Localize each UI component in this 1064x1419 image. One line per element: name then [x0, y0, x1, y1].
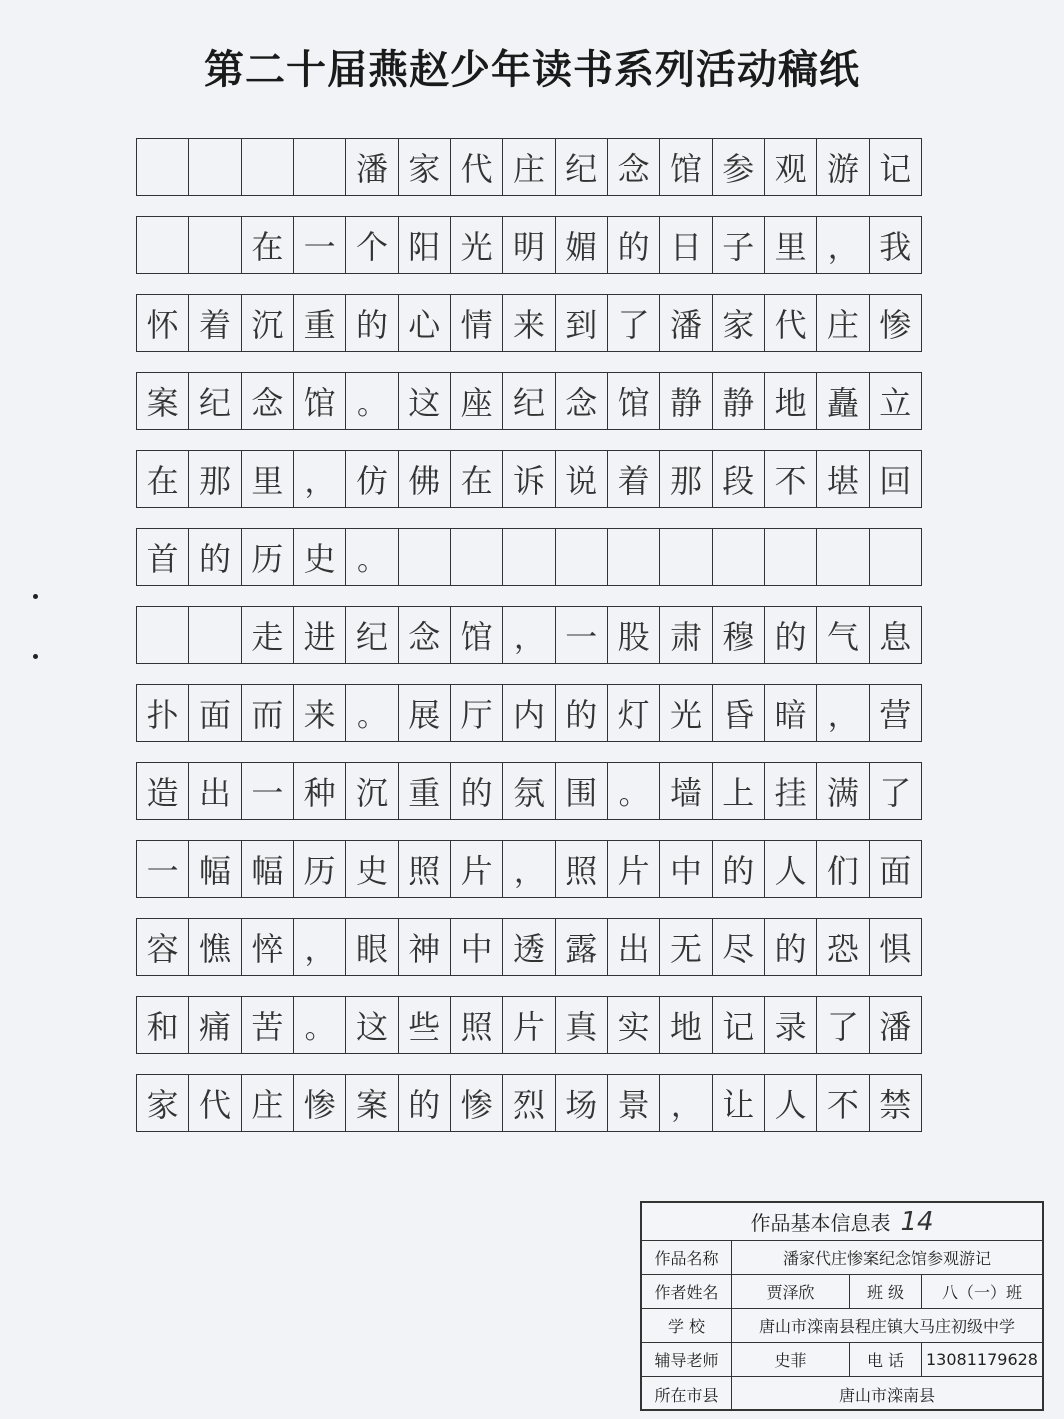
grid-cell: 无 — [660, 919, 712, 975]
info-label: 电 话 — [850, 1343, 922, 1376]
grid-cell: 些 — [399, 997, 451, 1053]
grid-cell: 的 — [608, 217, 660, 273]
grid-cell: 首 — [137, 529, 189, 585]
grid-cell: ， — [503, 841, 555, 897]
grid-cell: 一 — [137, 841, 189, 897]
grid-cell: 馆 — [608, 373, 660, 429]
grid-cell: 观 — [765, 139, 817, 195]
grid-cell: 纪 — [189, 373, 241, 429]
grid-cell: 扑 — [137, 685, 189, 741]
grid-cell — [137, 607, 189, 663]
grid-cell: 里 — [765, 217, 817, 273]
grid-cell: 史 — [294, 529, 346, 585]
grid-cell: 片 — [608, 841, 660, 897]
manuscript-row — [136, 1074, 922, 1132]
grid-cell: 透 — [503, 919, 555, 975]
grid-cell: 潘 — [346, 139, 398, 195]
margin-mark — [33, 594, 38, 599]
manuscript-row — [136, 606, 922, 664]
grid-cell: 。 — [608, 763, 660, 819]
grid-cell: 惨 — [451, 1075, 503, 1131]
grid-cell: 了 — [879, 774, 912, 812]
manuscript-row — [136, 528, 922, 586]
grid-cell: 座 — [451, 373, 503, 429]
grid-cell: 地 — [660, 997, 712, 1053]
grid-cell: ， — [294, 919, 346, 975]
grid-cell: 。 — [346, 529, 398, 585]
grid-cell: 这 — [399, 373, 451, 429]
grid-cell — [399, 529, 451, 585]
grid-cell: 的 — [556, 685, 608, 741]
grid-cell: 照 — [399, 841, 451, 897]
info-heading-text: 作品基本信息表 — [750, 1211, 891, 1235]
grid-cell: 内 — [503, 685, 555, 741]
grid-cell: 围 — [556, 763, 608, 819]
grid-cell: 了 — [817, 997, 869, 1053]
manuscript-row — [136, 450, 922, 508]
grid-cell: 地 — [765, 373, 817, 429]
grid-cell: 代 — [451, 139, 503, 195]
grid-cell: 的 — [765, 919, 817, 975]
grid-cell: ， — [503, 607, 555, 663]
grid-cell: 人 — [765, 841, 817, 897]
grid-cell: 进 — [294, 607, 346, 663]
grid-cell: 游 — [817, 139, 869, 195]
grid-cell: 的 — [451, 763, 503, 819]
grid-cell: 说 — [556, 451, 608, 507]
grid-cell: 们 — [817, 841, 869, 897]
grid-cell: 息 — [879, 618, 912, 656]
grid-cell: 的 — [189, 529, 241, 585]
grid-cell: 一 — [556, 607, 608, 663]
manuscript-grid — [136, 138, 922, 1150]
manuscript-row — [136, 294, 922, 352]
grid-cell: 种 — [294, 763, 346, 819]
grid-cell: 代 — [765, 295, 817, 351]
grid-cell: 我 — [879, 228, 912, 266]
grid-cell: 参 — [713, 139, 765, 195]
info-table — [640, 1201, 1044, 1411]
grid-cell: 满 — [817, 763, 869, 819]
grid-cell: 念 — [242, 373, 294, 429]
grid-cell — [189, 217, 241, 273]
grid-cell: 日 — [660, 217, 712, 273]
grid-cell: 灯 — [608, 685, 660, 741]
info-row-region — [642, 1377, 1042, 1411]
grid-cell: 在 — [137, 451, 189, 507]
manuscript-row — [136, 996, 922, 1054]
info-value: 13081179628 — [926, 1350, 1038, 1369]
grid-cell: 憔 — [189, 919, 241, 975]
grid-cell: 静 — [660, 373, 712, 429]
info-label: 学 校 — [642, 1309, 732, 1342]
grid-cell: 里 — [242, 451, 294, 507]
grid-cell: 沉 — [346, 763, 398, 819]
info-row-work-name — [642, 1241, 1042, 1275]
grid-cell: 和 — [137, 997, 189, 1053]
grid-cell: 潘 — [660, 295, 712, 351]
grid-cell — [713, 529, 765, 585]
grid-cell: 庄 — [817, 295, 869, 351]
grid-cell: 光 — [660, 685, 712, 741]
grid-cell: 恐 — [817, 919, 869, 975]
grid-cell: 来 — [294, 685, 346, 741]
manuscript-row — [136, 762, 922, 820]
grid-cell: 尽 — [713, 919, 765, 975]
grid-cell: 人 — [765, 1075, 817, 1131]
grid-cell: 记 — [713, 997, 765, 1053]
info-value: 潘家代庄惨案纪念馆参观游记 — [782, 1249, 991, 1268]
grid-cell: 照 — [451, 997, 503, 1053]
grid-cell — [765, 529, 817, 585]
info-label: 作品名称 — [642, 1241, 732, 1274]
grid-cell: 厅 — [451, 685, 503, 741]
info-label: 作者姓名 — [642, 1275, 732, 1308]
grid-cell: 气 — [817, 607, 869, 663]
grid-cell: 家 — [399, 139, 451, 195]
grid-cell: 家 — [137, 1075, 189, 1131]
manuscript-row — [136, 840, 922, 898]
grid-cell: 着 — [608, 451, 660, 507]
info-value: 史菲 — [732, 1343, 850, 1376]
grid-cell: 纪 — [503, 373, 555, 429]
grid-cell: ， — [660, 1075, 712, 1131]
grid-cell: 片 — [503, 997, 555, 1053]
manuscript-row — [136, 216, 922, 274]
grid-cell: 馆 — [451, 607, 503, 663]
grid-cell: 中 — [660, 841, 712, 897]
grid-cell: 段 — [713, 451, 765, 507]
grid-cell: 庄 — [503, 139, 555, 195]
grid-cell: 光 — [451, 217, 503, 273]
grid-cell: 中 — [451, 919, 503, 975]
grid-cell: 照 — [556, 841, 608, 897]
grid-cell: 仿 — [346, 451, 398, 507]
grid-cell: 场 — [556, 1075, 608, 1131]
info-table-heading — [642, 1203, 1042, 1241]
grid-cell: 惨 — [879, 306, 912, 344]
grid-cell: 股 — [608, 607, 660, 663]
grid-cell: 面 — [189, 685, 241, 741]
grid-cell: 走 — [242, 607, 294, 663]
grid-cell: 的 — [399, 1075, 451, 1131]
grid-cell: 。 — [346, 373, 398, 429]
grid-cell: 面 — [879, 852, 912, 890]
info-label: 班 级 — [850, 1275, 922, 1308]
grid-cell — [556, 529, 608, 585]
grid-cell: 馆 — [294, 373, 346, 429]
grid-cell: 念 — [556, 373, 608, 429]
grid-cell: 让 — [713, 1075, 765, 1131]
info-label: 辅导老师 — [642, 1343, 732, 1376]
grid-cell: 子 — [713, 217, 765, 273]
grid-cell: 惨 — [294, 1075, 346, 1131]
grid-cell — [189, 607, 241, 663]
grid-cell — [817, 529, 869, 585]
grid-cell: 明 — [503, 217, 555, 273]
grid-cell: 真 — [556, 997, 608, 1053]
grid-cell: 沉 — [242, 295, 294, 351]
info-label: 所在市县 — [642, 1377, 732, 1411]
grid-cell: 禁 — [879, 1086, 912, 1124]
grid-cell: 眼 — [346, 919, 398, 975]
grid-cell: 一 — [294, 217, 346, 273]
grid-cell: 。 — [346, 685, 398, 741]
grid-cell: 来 — [503, 295, 555, 351]
manuscript-row — [136, 138, 922, 196]
grid-cell: 一 — [242, 763, 294, 819]
grid-cell: 而 — [242, 685, 294, 741]
grid-cell: 暗 — [765, 685, 817, 741]
grid-cell: 馆 — [660, 139, 712, 195]
grid-cell — [608, 529, 660, 585]
grid-cell: 神 — [399, 919, 451, 975]
grid-cell: 情 — [451, 295, 503, 351]
grid-cell: 历 — [242, 529, 294, 585]
info-row-school — [642, 1309, 1042, 1343]
grid-cell: 在 — [242, 217, 294, 273]
grid-cell: 肃 — [660, 607, 712, 663]
grid-cell: 实 — [608, 997, 660, 1053]
grid-cell: 在 — [451, 451, 503, 507]
grid-cell: 重 — [294, 295, 346, 351]
grid-cell: 上 — [713, 763, 765, 819]
grid-cell: 的 — [765, 607, 817, 663]
grid-cell: 幅 — [242, 841, 294, 897]
grid-cell: 穆 — [713, 607, 765, 663]
info-value: 唐山市滦南县程庄镇大马庄初级中学 — [758, 1317, 1015, 1336]
grid-cell: 心 — [399, 295, 451, 351]
grid-cell: 的 — [346, 295, 398, 351]
grid-cell — [137, 217, 189, 273]
info-value: 贾泽欣 — [732, 1275, 850, 1308]
grid-cell: ， — [294, 451, 346, 507]
grid-cell: 纪 — [556, 139, 608, 195]
grid-cell — [242, 139, 294, 195]
grid-cell: 案 — [137, 373, 189, 429]
grid-cell: 着 — [189, 295, 241, 351]
grid-cell: 这 — [346, 997, 398, 1053]
grid-cell: 的 — [713, 841, 765, 897]
grid-cell: 了 — [608, 295, 660, 351]
grid-cell: 出 — [189, 763, 241, 819]
grid-cell: 媚 — [556, 217, 608, 273]
grid-cell: 怀 — [137, 295, 189, 351]
grid-cell: 氛 — [503, 763, 555, 819]
grid-cell: 阳 — [399, 217, 451, 273]
grid-cell: ， — [817, 217, 869, 273]
grid-cell: 到 — [556, 295, 608, 351]
grid-cell: 录 — [765, 997, 817, 1053]
grid-cell — [294, 139, 346, 195]
grid-cell: 容 — [137, 919, 189, 975]
grid-cell: 片 — [451, 841, 503, 897]
manuscript-row — [136, 684, 922, 742]
grid-cell: 记 — [879, 150, 912, 188]
grid-cell: 幅 — [189, 841, 241, 897]
grid-cell: 痛 — [189, 997, 241, 1053]
grid-cell — [189, 139, 241, 195]
manuscript-row — [136, 918, 922, 976]
page-title: 第二十届燕赵少年读书系列活动稿纸 — [204, 46, 860, 93]
grid-cell: 那 — [660, 451, 712, 507]
grid-cell: 代 — [189, 1075, 241, 1131]
grid-cell: 立 — [879, 384, 912, 422]
grid-cell: 静 — [713, 373, 765, 429]
grid-cell: 不 — [765, 451, 817, 507]
info-row-author — [642, 1275, 1042, 1309]
grid-cell: 个 — [346, 217, 398, 273]
grid-cell: 悴 — [242, 919, 294, 975]
grid-cell: 造 — [137, 763, 189, 819]
grid-cell: 潘 — [879, 1008, 912, 1046]
grid-cell: 案 — [346, 1075, 398, 1131]
grid-cell: 展 — [399, 685, 451, 741]
info-value: 八（一）班 — [941, 1283, 1022, 1302]
grid-cell: 纪 — [346, 607, 398, 663]
grid-cell: 不 — [817, 1075, 869, 1131]
handwritten-number: 14 — [900, 1206, 934, 1237]
grid-cell: 历 — [294, 841, 346, 897]
grid-cell — [870, 529, 921, 585]
grid-cell: 苦 — [242, 997, 294, 1053]
grid-cell: 墙 — [660, 763, 712, 819]
grid-cell: 景 — [608, 1075, 660, 1131]
grid-cell: 家 — [713, 295, 765, 351]
grid-cell: 堪 — [817, 451, 869, 507]
grid-cell: 重 — [399, 763, 451, 819]
grid-cell: 佛 — [399, 451, 451, 507]
grid-cell: 念 — [399, 607, 451, 663]
grid-cell — [660, 529, 712, 585]
grid-cell: 回 — [879, 462, 912, 500]
grid-cell: 出 — [608, 919, 660, 975]
grid-cell: ， — [817, 685, 869, 741]
grid-cell: 史 — [346, 841, 398, 897]
grid-cell: 诉 — [503, 451, 555, 507]
info-row-teacher — [642, 1343, 1042, 1377]
grid-cell: 矗 — [817, 373, 869, 429]
grid-cell: 烈 — [503, 1075, 555, 1131]
manuscript-row — [136, 372, 922, 430]
grid-cell — [137, 139, 189, 195]
margin-mark — [33, 654, 38, 659]
grid-cell: 露 — [556, 919, 608, 975]
grid-cell: 营 — [879, 696, 912, 734]
grid-cell: 挂 — [765, 763, 817, 819]
grid-cell: 惧 — [879, 930, 912, 968]
grid-cell — [451, 529, 503, 585]
grid-cell: 昏 — [713, 685, 765, 741]
info-value: 唐山市滦南县 — [838, 1385, 935, 1405]
grid-cell — [503, 529, 555, 585]
grid-cell: 庄 — [242, 1075, 294, 1131]
grid-cell: 。 — [294, 997, 346, 1053]
grid-cell: 念 — [608, 139, 660, 195]
grid-cell: 那 — [189, 451, 241, 507]
